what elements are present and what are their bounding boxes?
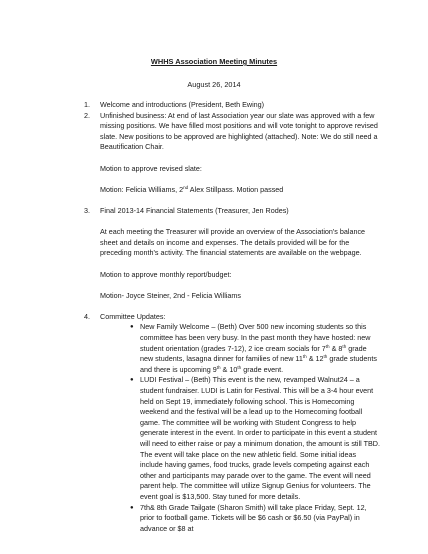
bullet-icon: ● — [130, 324, 134, 331]
item-text: Unfinished business: At end of last Association year our slate was approved with a few missing positions. We have filled most positions and will vote tonight to approve revised slate. New positions to be approved are highlighted (attached). Note: We do still need a Beautification Chair. — [100, 110, 378, 152]
bullet-text: 7th& 8th Grade Tailgate (Sharon Smith) will take place Friday, Sept. 12, prior to football game. Tickets will be $6 cash or $6.50 (via PayPal) in advance or $8 at — [140, 502, 367, 533]
agenda-item-4 — [84, 312, 380, 534]
list-item — [130, 322, 380, 375]
motion-text: Motion- Joyce Steiner, 2nd - Felicia Williams — [100, 290, 242, 300]
item-number: 2. — [84, 110, 90, 120]
meeting-date: August 26, 2014 — [187, 80, 241, 89]
agenda-item-2 — [84, 111, 380, 196]
bullet-text: New Family Welcome – (Beth) Over 500 new incoming students so this committee has been very busy. In the past month they have hosted: new student orientation (grades 7-12), 2 ice cream socials for 7th & 8th grade new students, lasagna dinner for families of new 11th & 12th grade students and there is upcoming 9th & 10th grade event. — [140, 322, 377, 374]
list-item — [130, 375, 380, 502]
motion-text: Motion: Felicia Williams, 2nd Alex Stillpass. Motion passed — [100, 184, 284, 194]
agenda-item-1 — [84, 100, 380, 111]
minutes-body — [84, 100, 380, 534]
list-item — [130, 503, 380, 535]
bullet-icon: ● — [130, 504, 134, 511]
motion-label: Motion to approve revised slate: — [100, 163, 202, 173]
item-detail: At each meeting the Treasurer will provide an overview of the Association's balance sheet and details on income and expenses. The details provided will be for the preceding month's activity. The financial statements are available on the webpage. — [100, 227, 366, 258]
document-title: WHHS Association Meeting Minutes — [150, 57, 278, 66]
item-text: Welcome and introductions (President, Beth Ewing) — [100, 100, 265, 109]
item-number: 4. — [84, 311, 90, 321]
motion-label: Motion to approve monthly report/budget: — [100, 269, 232, 279]
item-text: Final 2013-14 Financial Statements (Treasurer, Jen Rodes) — [100, 205, 289, 215]
bullet-text: LUDI Festival – (Beth) This event is the new, revamped Walnut24 – a student fundraiser. LUDI is Latin for Festival. This will be a 3-4 hour event held on Sept 19, immediately following school. This is Homecoming weekend and the festival will be a lead up to the Homecoming football game. The committee will be working with Student Congress to help generate interest in the event. In order to participate in this event a student will need to either raise or pay a minimum donation, the amount is still TBD. The event will take place on the new athletic field. Some initial ideas include having games, food trucks, grade levels competing against each other and participants may parade over to the game. The event will need parent help. The committee will utilize Signup Genius for volunteers. The event goal is $13,500. Stay tuned for more details. — [140, 375, 380, 501]
bullet-icon: ● — [130, 377, 134, 384]
item-number: 1. — [84, 100, 90, 109]
item-number: 3. — [84, 205, 90, 215]
agenda-item-3 — [84, 206, 380, 301]
committee-list — [100, 322, 380, 534]
item-text: Committee Updates: — [100, 311, 166, 321]
